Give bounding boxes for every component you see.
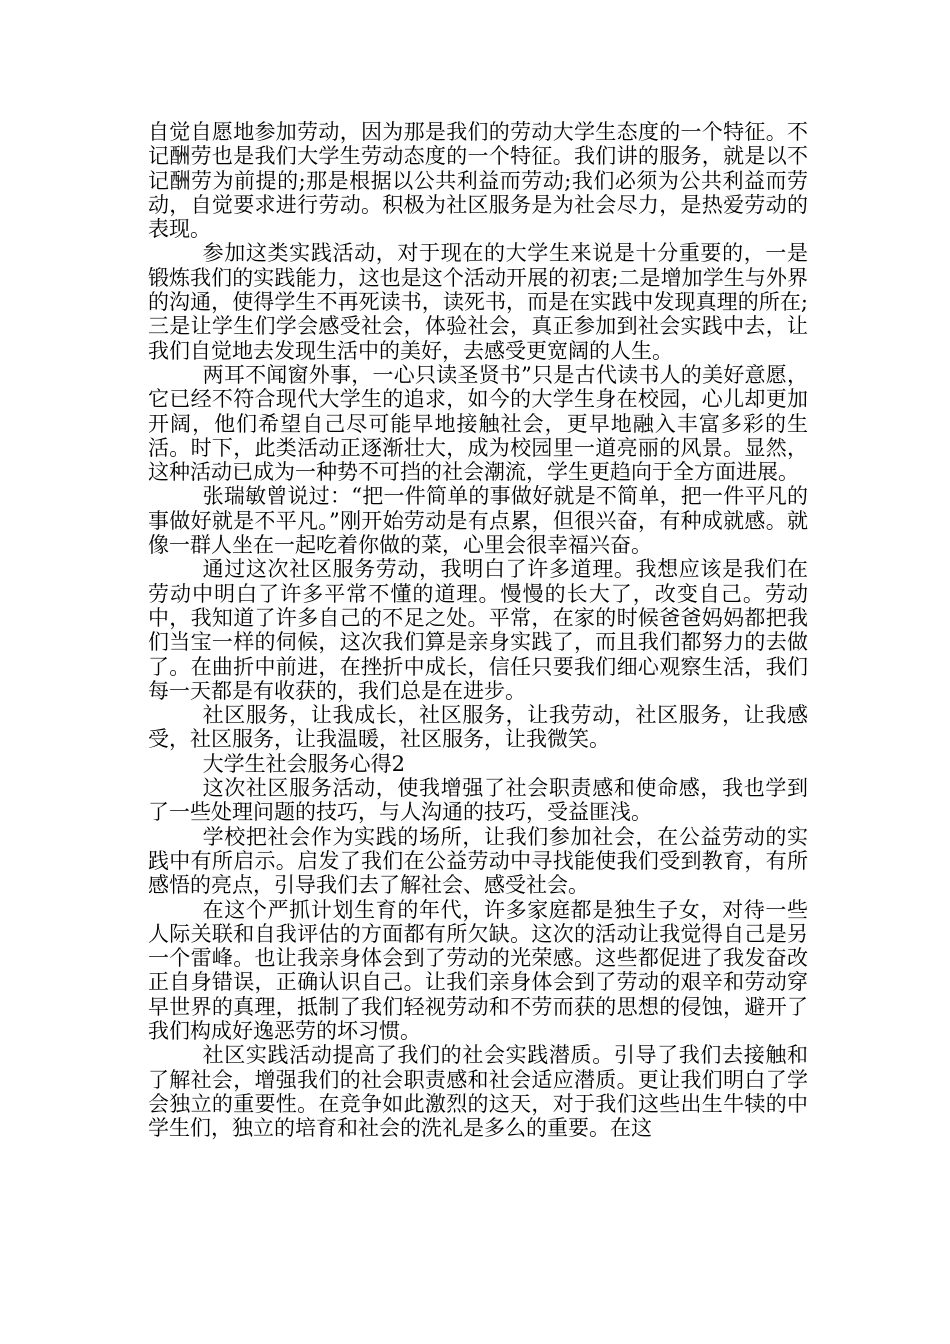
section-heading: 大学生社会服务心得2 — [202, 751, 405, 776]
paragraph-10: 社区实践活动提高了我们的社会实践潜质。引导了我们去接触和了解社会，增强我们的社会职责感和社会适应潜质。更让我们明白了学会独立的重要性。在竞争如此激烈的这天，对于我们这些出生牛犊的中学生们，独立的培育和社会的洗礼是多么的重要。在这 — [148, 1043, 808, 1141]
paragraph-3: 两耳不闻窗外事，一心只读圣贤书”只是古代读书人的美好意愿，它已经不符合现代大学生的追求，如今的大学生身在校园，心儿却更加开阔，他们希望自己尽可能早地接触社会，更早地融入丰富多彩的生活。时下，此类活动正逐渐壮大，成为校园里一道亮丽的风景。显然，这种活动已成为一种势不可挡的社会潮流，学生更趋向于全方面进展。 — [148, 362, 808, 485]
paragraph-5: 通过这次社区服务劳动，我明白了许多道理。我想应该是我们在劳动中明白了许多平常不懂的道理。慢慢的长大了，改变自己。劳动中，我知道了许多自己的不足之处。平常，在家的时候爸爸妈妈都把我们当宝一样的伺候，这次我们算是亲身实践了，而且我们都努力的去做了。在曲折中前进，在挫折中成长，信任只要我们细心观察生活，我们每一天都是有收获的，我们总是在进步。 — [148, 557, 808, 703]
paragraph-6: 社区服务，让我成长，社区服务，让我劳动，社区服务，让我感受，社区服务，让我温暖，社区服务，让我微笑。 — [148, 703, 808, 752]
paragraph-1: 自觉自愿地参加劳动，因为那是我们的劳动大学生态度的一个特征。不记酬劳也是我们大学生劳动态度的一个特征。我们讲的服务，就是以不记酬劳为前提的;那是根据以公共利益而劳动;我们必须为公共利益而劳动，自觉要求进行劳动。积极为社区服务是为社会尽力，是热爱劳动的表现。 — [148, 120, 808, 242]
paragraph-9: 在这个严抓计划生育的年代，许多家庭都是独生子女，对待一些人际关联和自我评估的方面都有所欠缺。这次的活动让我觉得自己是另一个雷峰。也让我亲身体会到了劳动的光荣感。这些都促进了我发奋改正自身错误，正确认识自己。让我们亲身体会到了劳动的艰辛和劳动穿早世界的真理，抵制了我们轻视劳动和不劳而获的思想的侵蚀，避开了我们构成好逸恶劳的坏习惯。 — [148, 897, 808, 1043]
paragraph-7: 这次社区服务活动，使我增强了社会职责感和使命感，我也学到了一些处理问题的技巧，与人沟通的技巧，受益匪浅。 — [148, 776, 808, 825]
paragraph-4: 张瑞敏曾说过：“把一件简单的事做好就是不简单，把一件平凡的事做好就是不平凡。”刚开始劳动是有点累，但很兴奋，有种成就感。就像一群人坐在一起吃着你做的菜，心里会很幸福兴奋。 — [148, 484, 808, 558]
paragraph-2: 参加这类实践活动，对于现在的大学生来说是十分重要的，一是锻炼我们的实践能力，这也是这个活动开展的初衷;二是增加学生与外界的沟通，使得学生不再死读书，读死书，而是在实践中发现真理的所在;三是让学生们学会感受社会，体验社会，真正参加到社会实践中去，让我们自觉地去发现生活中的美好，去感受更宽阔的人生。 — [148, 241, 808, 363]
paragraph-8: 学校把社会作为实践的场所，让我们参加社会，在公益劳动的实践中有所启示。启发了我们在公益劳动中寻找能使我们受到教育，有所感悟的亮点，引导我们去了解社会、感受社会。 — [148, 824, 808, 898]
document-page — [148, 120, 808, 1140]
